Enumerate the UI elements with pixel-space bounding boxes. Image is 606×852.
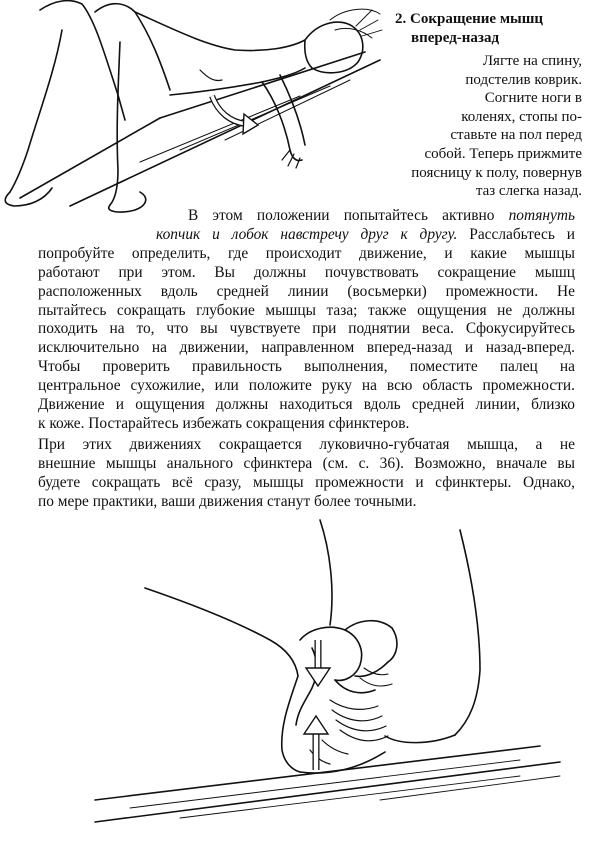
- instruction-line: поясницу к полу, повернув: [411, 164, 582, 181]
- instruction-line: коленях, стопы по-: [461, 108, 582, 125]
- paragraph-line: исключительно на движении, направленном вперед-назад и назад-вперед.: [38, 339, 575, 357]
- down-arrow-icon: [306, 640, 330, 686]
- paragraph-line: походить на то, что вы чувствуете при поднятии веса. Сфокусируйтесь: [38, 320, 575, 338]
- paragraph-line: внешние мышцы анального сфинктера (см. с. 36). Возможно, вначале вы: [38, 454, 575, 472]
- paragraph-line: При этих движениях сокращается луковично-губчатая мышца, а не: [38, 436, 575, 453]
- heading-line-2: вперед-назад: [411, 30, 500, 46]
- paragraph-text: В этом положении попытайтесь активно: [188, 207, 509, 224]
- instruction-line: Согните ноги в: [484, 90, 582, 107]
- paragraph-line: будете сокращать всё сразу, мышцы промежности и сфинктеры. Однако,: [38, 473, 575, 491]
- paragraph-line: пытайтесь сокращать глубокие мышцы таза; также ощущения не должны: [38, 301, 575, 319]
- paragraph-line: к коже. Постарайтесь избежать сокращения сфинктеров.: [38, 414, 410, 432]
- paragraph-line: центральное сухожилие, или положите руку на всю область промежности.: [38, 377, 575, 395]
- section-heading: [395, 10, 595, 48]
- instruction-line: ставьте на пол перед: [450, 127, 582, 144]
- paragraph-line: Чтобы проверить правильность выполнения, поместите палец на: [38, 358, 575, 376]
- emphasis-text: копчик и лобок навстречу друг к другу.: [156, 225, 458, 243]
- instruction-line: подстелив коврик.: [465, 71, 582, 88]
- paragraph-line: [38, 226, 575, 245]
- pelvic-anatomy-illustration: [0, 500, 606, 852]
- paragraph-line: расположенных вдоль средней линии (восьмерки) промежности. Не: [38, 282, 575, 300]
- instruction-line: Лягте на спину,: [482, 53, 582, 69]
- heading-line-1: 2. Сокращение мышц: [395, 11, 544, 27]
- paragraph-main: [38, 207, 575, 434]
- instruction-text: [345, 52, 582, 201]
- emphasis-text: потянуть: [508, 207, 575, 224]
- paragraph-line: Движение и ощущения должны находиться вдоль средней линии, близко: [38, 396, 575, 414]
- instruction-line: таз слегка назад.: [475, 183, 582, 200]
- paragraph-line: попробуйте определить, где происходит движение, и какие мышцы: [38, 244, 575, 262]
- exercise-lying-illustration: [0, 0, 392, 215]
- paragraph-text: Расслабьтесь и: [457, 225, 575, 243]
- paragraph-line: [38, 207, 575, 226]
- instruction-line: собой. Теперь прижмите: [424, 145, 582, 162]
- paragraph-line: работают при этом. Вы должны почувствовать сокращение мышц: [38, 263, 575, 281]
- paragraph-line: по мере практики, ваши движения станут более точными.: [38, 492, 417, 510]
